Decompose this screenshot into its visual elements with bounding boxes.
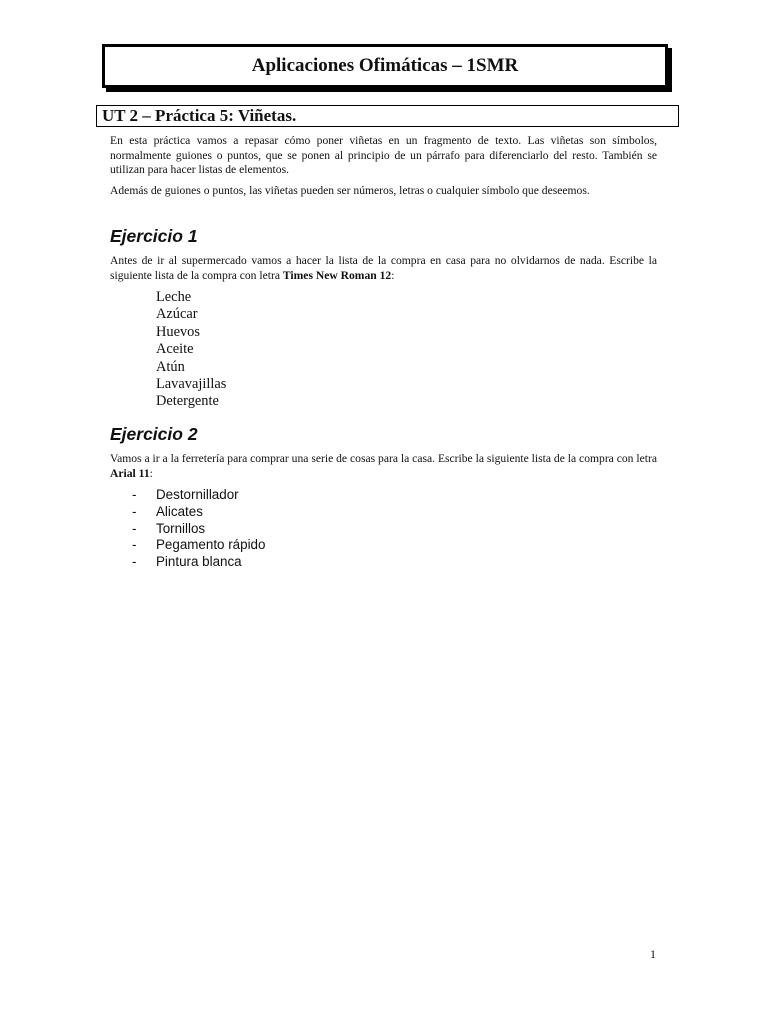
list-item	[132, 504, 265, 521]
list-item: Lavavajillas	[156, 376, 227, 393]
intro-paragraph-2: Además de guiones o puntos, las viñetas pueden ser números, letras o cualquier símbolo que deseemos.	[110, 184, 590, 197]
exercise-1-font-name: Times New Roman 12	[282, 268, 392, 282]
list-item-label: Destornillador	[156, 487, 239, 502]
list-item: Detergente	[156, 393, 219, 410]
dash-bullet: -	[132, 537, 137, 553]
exercise-2-title: Ejercicio 2	[110, 424, 198, 444]
document-title: Aplicaciones Ofimáticas – 1SMR	[251, 55, 519, 76]
document-header	[102, 44, 668, 88]
list-item	[132, 554, 265, 571]
list-item: Huevos	[156, 323, 200, 340]
list-item	[132, 537, 265, 554]
intro-paragraph-1: En esta práctica vamos a repasar cómo poner viñetas en un fragmento de texto. Las viñetas son símbolos, normalmente guiones o puntos, que se ponen al principio de un párrafo para diferenciarlo del resto. También se utilizan para hacer listas de elementos.	[110, 134, 657, 177]
dash-bullet: -	[132, 487, 137, 502]
exercise-1-text-end: :	[391, 268, 395, 282]
shopping-list	[156, 289, 226, 411]
exercise-2-text-end: :	[149, 466, 153, 480]
unit-heading-box	[96, 105, 679, 127]
dash-bullet: -	[132, 554, 137, 570]
list-item-label: Pintura blanca	[156, 554, 242, 570]
list-item	[132, 487, 265, 504]
list-item: Aceite	[156, 341, 194, 358]
page-number: 1	[650, 947, 656, 961]
exercise-1-title: Ejercicio 1	[110, 226, 198, 246]
exercise-2-text: Vamos a ir a la ferretería para comprar una serie de cosas para la casa. Escribe la siguiente lista de la compra con letra	[110, 452, 657, 465]
exercise-1-text: Antes de ir al supermercado vamos a hacer la lista de la compra en casa para no olvidarnos de nada. Escribe la siguiente lista de la compra con letra	[110, 254, 657, 282]
dash-bullet: -	[132, 520, 137, 536]
list-item: Atún	[156, 358, 185, 375]
list-item	[132, 521, 265, 538]
unit-title: UT 2 – Práctica 5: Viñetas.	[102, 106, 297, 125]
hardware-list	[132, 487, 265, 571]
dash-bullet: -	[132, 503, 137, 519]
list-item-label: Pegamento rápido	[156, 537, 266, 553]
list-item-label: Tornillos	[156, 520, 206, 536]
exercise-2-instructions	[110, 452, 657, 481]
list-item: Leche	[156, 289, 192, 305]
list-item: Azúcar	[156, 306, 198, 323]
list-item-label: Alicates	[156, 503, 203, 519]
exercise-2-font-name: Arial 11	[110, 466, 150, 480]
exercise-1-instructions	[110, 254, 657, 283]
